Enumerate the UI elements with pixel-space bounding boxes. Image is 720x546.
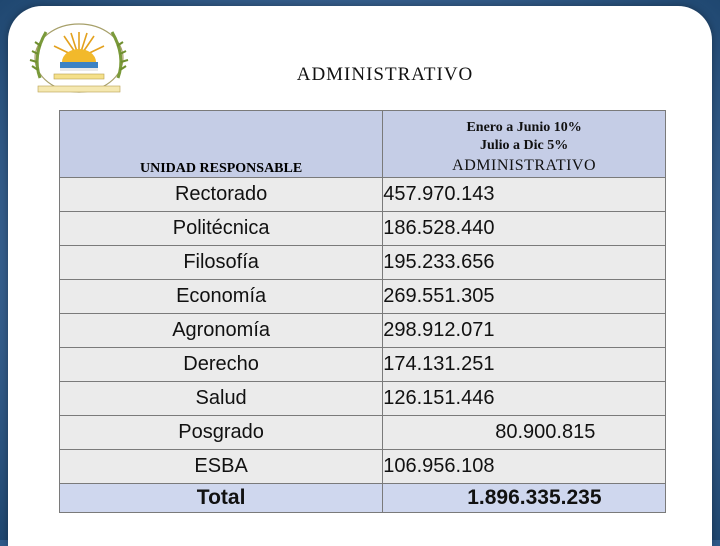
amount-cell: 269.551.305 xyxy=(383,280,666,314)
table-row xyxy=(60,212,666,246)
total-amount: 1.896.335.235 xyxy=(383,484,666,513)
total-label: Total xyxy=(60,484,383,513)
amount-cell: 457.970.143 xyxy=(383,178,666,212)
unit-cell: Agronomía xyxy=(60,314,383,348)
budget-table xyxy=(59,110,666,513)
slide-title: ADMINISTRATIVO xyxy=(296,64,474,85)
unit-cell: ESBA xyxy=(60,450,383,484)
unit-cell: Economía xyxy=(60,280,383,314)
unit-cell: Rectorado xyxy=(60,178,383,212)
header-period-first: Enero a Junio 10% xyxy=(466,120,582,135)
header-category: ADMINISTRATIVO xyxy=(452,157,597,174)
table-row xyxy=(60,314,666,348)
amount-cell: 80.900.815 xyxy=(383,416,666,450)
unit-cell: Politécnica xyxy=(60,212,383,246)
table-row xyxy=(60,382,666,416)
header-administrativo xyxy=(383,111,666,178)
table-header-row xyxy=(60,111,666,178)
table-row xyxy=(60,416,666,450)
header-unidad-responsable: UNIDAD RESPONSABLE xyxy=(60,111,383,178)
unit-cell: Posgrado xyxy=(60,416,383,450)
table-row xyxy=(60,280,666,314)
amount-cell: 298.912.071 xyxy=(383,314,666,348)
amount-cell: 106.956.108 xyxy=(383,450,666,484)
unit-cell: Filosofía xyxy=(60,246,383,280)
table-row xyxy=(60,178,666,212)
amount-cell: 126.151.446 xyxy=(383,382,666,416)
unit-cell: Derecho xyxy=(60,348,383,382)
table-row xyxy=(60,450,666,484)
amount-cell: 195.233.656 xyxy=(383,246,666,280)
amount-cell: 186.528.440 xyxy=(383,212,666,246)
table-row xyxy=(60,348,666,382)
unit-cell: Salud xyxy=(60,382,383,416)
amount-cell: 174.131.251 xyxy=(383,348,666,382)
table-row xyxy=(60,246,666,280)
header-period-second: Julio a Dic 5% xyxy=(479,138,569,153)
total-row xyxy=(60,484,666,513)
